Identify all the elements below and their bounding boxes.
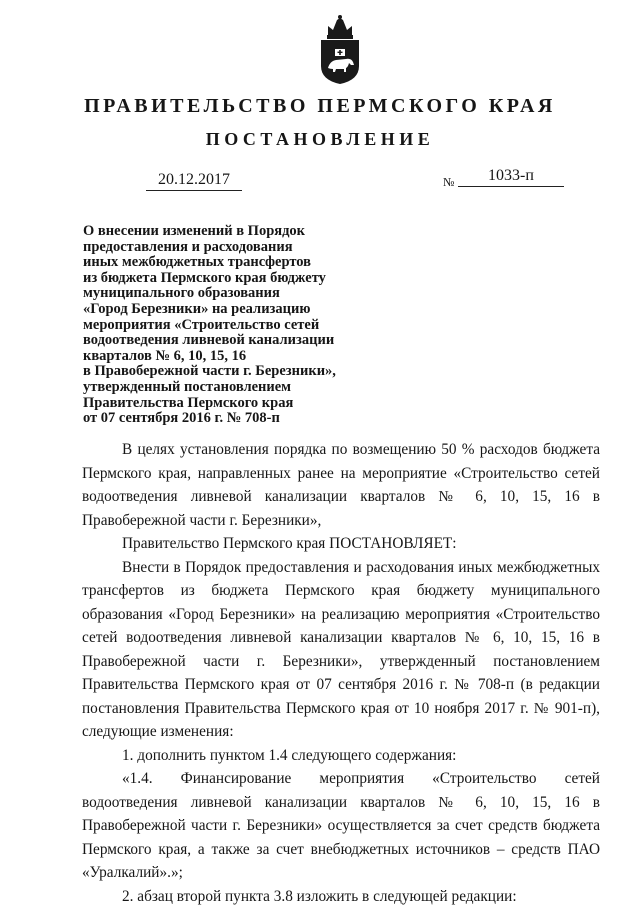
document-number: 1033-п — [458, 166, 564, 187]
amendment-text: «1.4. Финансирование мероприятия «Строительство сетей водоотведения ливневой канализации кварталов № 6, 10, 15, 16 в Правобережной части г. Березники» осуществляется за счет средств бюджета Пермского края, а также за счет внебюджетных источников – средств ПАО «Уралкалий».»; — [82, 767, 600, 885]
body-paragraph: Внести в Порядок предоставления и расходования иных межбюджетных трансфертов из бюджета Пермского края бюджету муниципального образования «Город Березники» на реализацию мероприятия «Строительство сетей водоотведения ливневой канализации кварталов № 6, 10, 15, 16 в Правобережной части г. Березники», утвержденный постановлением Правительства Пермского края от 07 сентября 2016 г. № 708-п (в редакции постановления Правительства Пермского края от 10 ноября 2017 г. № 901-п), следующие изменения: — [82, 556, 600, 744]
subject-line: «Город Березники» на реализацию — [83, 302, 383, 318]
subject-line: муниципального образования — [83, 286, 383, 302]
subject-line: утвержденный постановлением — [83, 380, 383, 396]
document-subject — [83, 224, 383, 427]
body-paragraph: В целях установления порядка по возмещению 50 % расходов бюджета Пермского края, направленных ранее на мероприятие «Строительство сетей водоотведения ливневой канализации кварталов № 6, 10, 15, 16 в Правобережной части г. Березники», — [82, 438, 600, 532]
document-type-title: ПОСТАНОВЛЕНИЕ — [0, 128, 640, 150]
subject-line: от 07 сентября 2016 г. № 708-п — [83, 411, 383, 427]
government-title: ПРАВИТЕЛЬСТВО ПЕРМСКОГО КРАЯ — [0, 94, 640, 118]
amendment-item: 1. дополнить пунктом 1.4 следующего содержания: — [82, 744, 600, 768]
document-body — [82, 438, 600, 908]
resolution-clause: Правительство Пермского края ПОСТАНОВЛЯЕТ: — [82, 532, 600, 556]
perm-krai-coat-of-arms-icon — [318, 14, 362, 86]
number-sign: № — [443, 174, 454, 190]
subject-line: водоотведения ливневой канализации — [83, 333, 383, 349]
subject-line: Правительства Пермского края — [83, 396, 383, 412]
amendment-item: 2. абзац второй пункта 3.8 изложить в следующей редакции: — [82, 885, 600, 908]
subject-line: предоставления и расходования — [83, 240, 383, 256]
document-date: 20.12.2017 — [146, 170, 242, 191]
subject-line: из бюджета Пермского края бюджету — [83, 271, 383, 287]
subject-line: кварталов № 6, 10, 15, 16 — [83, 349, 383, 365]
subject-line: мероприятия «Строительство сетей — [83, 318, 383, 334]
subject-line: О внесении изменений в Порядок — [83, 224, 383, 240]
subject-line: иных межбюджетных трансфертов — [83, 255, 383, 271]
subject-line: в Правобережной части г. Березники», — [83, 364, 383, 380]
